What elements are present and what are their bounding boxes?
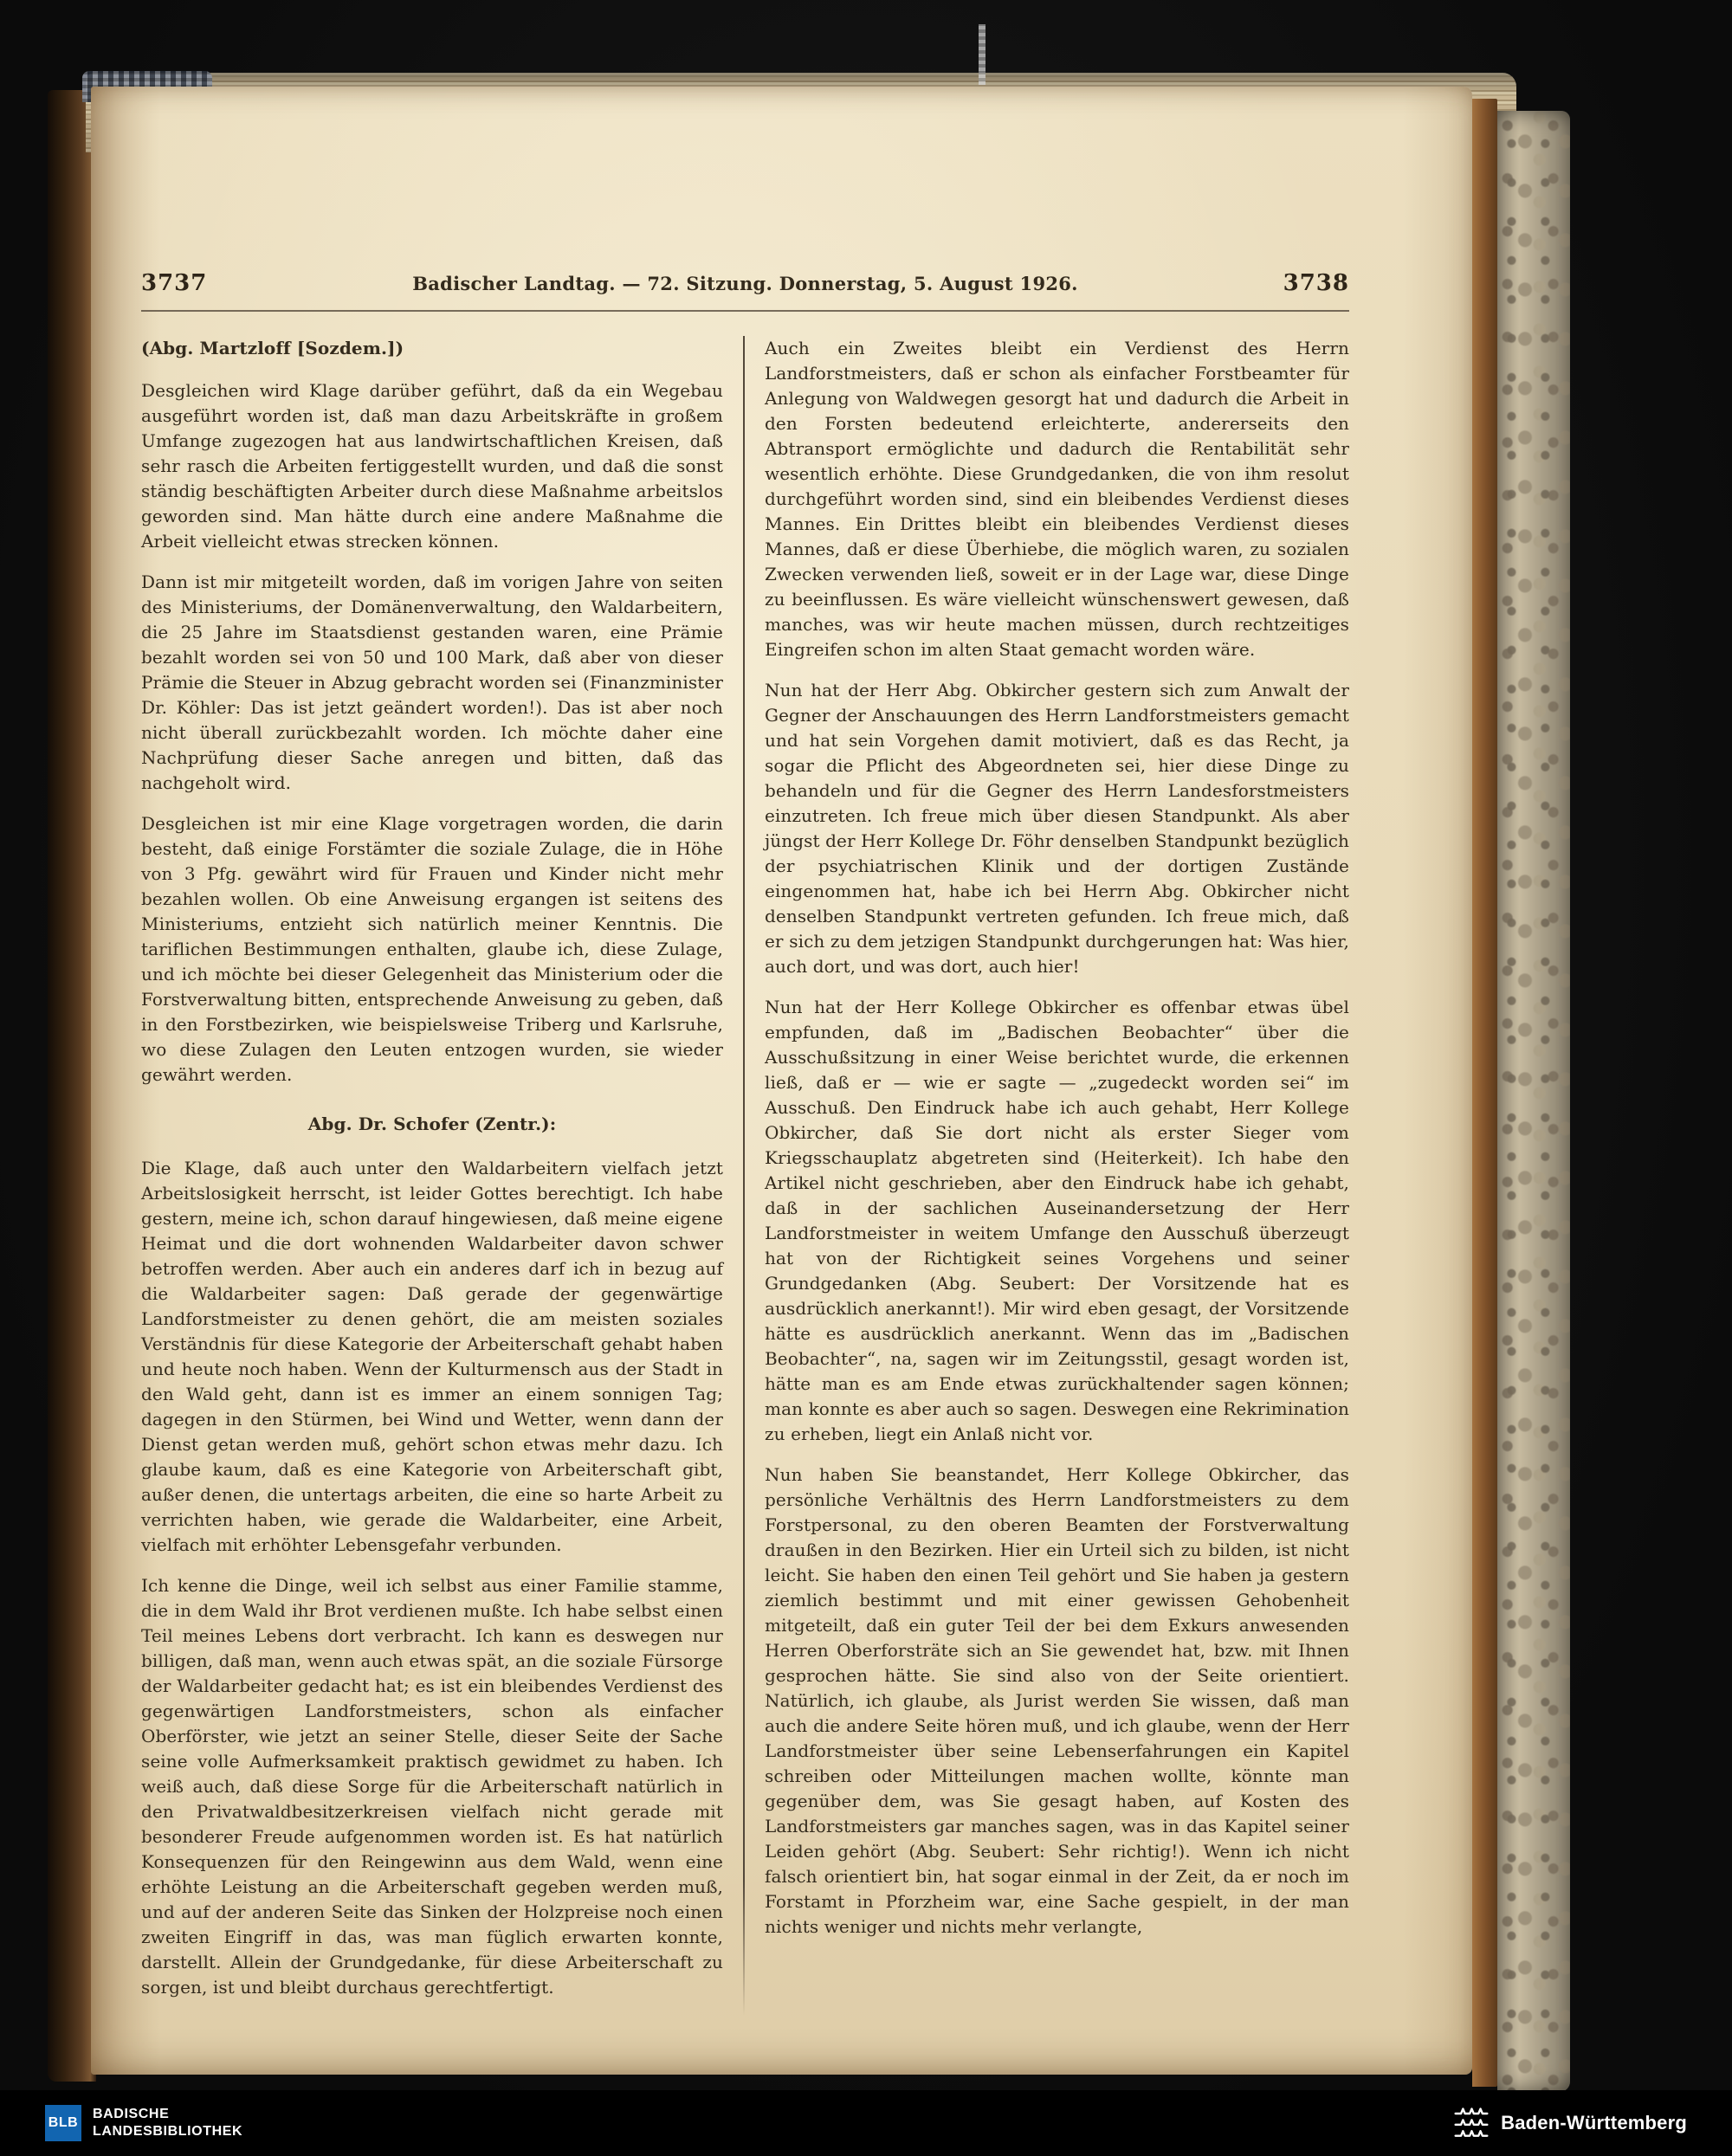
page-content <box>141 87 1349 2016</box>
blb-logo: BLB <box>45 2105 81 2141</box>
text-columns <box>141 336 1349 2016</box>
library-name-line2: LANDESBIBLIOTHEK <box>93 2124 243 2139</box>
state-branding <box>1452 2104 1687 2142</box>
column-divider <box>743 336 745 2016</box>
paragraph: Nun hat der Herr Kollege Obkircher es offenbar etwas übel empfunden, daß im „Badischen Beobachter“ über die Ausschußsitzung in einer Weise berichtet wurde, die erkennen ließ, daß er — wie er sagte — „zugedeckt worden sei“ im Ausschuß. Den Eindruck habe ich auch gehabt, Herr Kollege Obkircher, daß Sie dort nicht als erster Sieger vom Kriegsschauplatz abgetreten sind (Heiterkeit). Ich habe den Artikel nicht geschrieben, aber den Eindruck habe ich gehabt, daß in der sachlichen Auseinandersetzung der Herr Landforstmeister in weitem Umfange den Ausschuß überzeugt hat von der Richtigkeit seines Vorgehens und seiner Grundgedanken (Abg. Seubert: Der Vorsitzende hat es ausdrücklich anerkannt!). Mir wird eben gesagt, der Vorsitzende hätte es ausdrücklich anerkannt. Wenn das im „Badischen Beobachter“, na, sagen wir im Zeitungsstil, gesagt worden ist, hätte man es am Ende etwas zurückhaltender sagen können; man konnte es aber auch so sagen. Deswegen eine Rekrimination zu erheben, liegt ein Anlaß nicht vor. <box>765 997 1349 1444</box>
marbled-endpaper <box>1497 111 1570 2092</box>
baden-wuerttemberg-antlers-icon <box>1452 2104 1490 2142</box>
paragraph: Ich kenne die Dinge, weil ich selbst aus einer Familie stamme, die in dem Wald ihr Brot verdienen mußte. Ich habe selbst einen Teil meines Lebens dort verbracht. Ich kann es deswegen nur billigen, daß man, wenn auch etwas spät, an die soziale Fürsorge der Waldarbeiter gedacht hat; es ist ein bleibendes Verdienst des gegenwärtigen Landforstmeisters, schon als einfacher Oberförster, wie jetzt an seiner Stelle, dieser Seite der Sache seine volle Aufmerksamkeit praktisch gewidmet zu haben. Ich weiß auch, daß diese Sorge für die Arbeiterschaft natürlich in den Privatwaldbesitzerkreisen vielfach nicht gerade mit besonderer Freude aufgenommen worden ist. Es hat natürlich Konsequenzen für den Reingewinn aus dem Wald, wenn eine erhöhte Leistung an die Arbeiterschaft gegeben werden muß, und auf der anderen Seite das Sinken der Holzpreise noch einen zweiten Eingriff in das, was man füglich erwarten konnte, darstellt. Allein der Grundgedanke, für diese Arbeiterschaft zu sorgen, ist und bleibt durchaus gerechtfertigt. <box>141 1575 723 1998</box>
paragraph: Nun haben Sie beanstandet, Herr Kollege Obkircher, das persönliche Verhältnis des Herrn Landforstmeisters zu dem Forstpersonal, zu den oberen Beamten der Forstverwaltung draußen in den Bezirken. Hier ein Urteil sich zu bilden, ist nicht leicht. Sie haben den einen Teil gehört und Sie haben ja gestern ziemlich bestimmt und mit einer gewissen Gehobenheit mitgeteilt, daß ein guter Teil der bei dem Exkurs anwesenden Herren Oberforsträte sich an Sie gewendet hat, bzw. mit Ihnen gesprochen hätte. Sie sind also von der Seite orientiert. Natürlich, ich glaube, als Jurist werden Sie wissen, daß man auch die andere Seite hören muß, und ich glaube, wenn der Herr Landforstmeister über seine Lebenserfahrungen ein Kapitel schreiben oder Mitteilungen machen wollte, könnte man gegenüber dem, was Sie gesagt haben, auf Kosten des Landforstmeisters gar manches sagen, was in das Kapitel seiner Leiden gehört (Abg. Seubert: Sehr richtig!). Wenn ich nicht falsch orientiert bin, hat sogar einmal in der Zeit, da er noch im Forstamt in Pforzheim war, eine Sache gespielt, in der man nichts weniger und nichts mehr verlangte, <box>765 1464 1349 1937</box>
header-rule <box>141 310 1349 312</box>
library-name <box>93 2106 242 2140</box>
book-scan <box>48 68 1572 2092</box>
viewer-footer <box>0 2090 1732 2156</box>
scanned-page <box>91 87 1472 2075</box>
page-number-right: 3738 <box>1283 270 1349 296</box>
speaker-attribution: (Abg. Martzloff [Sozdem.]) <box>141 338 404 358</box>
state-name: Baden-Württemberg <box>1501 2112 1687 2133</box>
paragraph: Desgleichen wird Klage darüber geführt, daß da ein Wegebau ausgeführt worden ist, daß man dazu Arbeitskräfte in großem Umfange zugezogen hat aus landwirtschaftlichen Kreisen, daß sehr rasch die Arbeiten fertiggestellt wurden, und daß die sonst ständig beschäftigten Arbeiter durch diese Maßnahme arbeitslos geworden sind. Man hätte durch eine andere Maßnahme die Arbeit vielleicht etwas strecken können. <box>141 380 723 552</box>
paragraph: Desgleichen ist mir eine Klage vorgetragen worden, die darin besteht, daß einige Forstämter die soziale Zulage, die in Höhe von 3 Pfg. gewährt wird für Frauen und Kinder nicht mehr bezahlen wollen. Ob eine Anweisung ergangen ist seitens des Ministeriums, entzieht sich natürlich meiner Kenntnis. Die tariflichen Bestimmungen enthalten, glaube ich, diese Zulage, und ich möchte bei dieser Gelegenheit das Ministerium oder die Forstverwaltung bitten, entsprechende Anweisung zu geben, daß in den Forstbezirken, wie beispielsweise Triberg und Karlsruhe, wo diese Zulagen den Leuten entzogen wurden, sie wieder gewährt werden. <box>141 813 723 1085</box>
speaker-heading: Abg. Dr. Schofer (Zentr.): <box>307 1114 557 1134</box>
paragraph: Dann ist mir mitgeteilt worden, daß im vorigen Jahre von seiten des Ministeriums, der Domänenverwaltung, den Waldarbeitern, die 25 Jahre im Staatsdienst gestanden waren, eine Prämie bezahlt worden sei von 50 und 100 Mark, daß aber von dieser Prämie die Steuer in Abzug gebracht worden sei (Finanzminister Dr. Köhler: Das ist jetzt geändert worden!). Das ist aber noch nicht überall zurückbezahlt worden. Ich möchte daher eine Nachprüfung dieser Sache anregen und bitten, daß das nachgeholt wird. <box>141 571 723 793</box>
page-header <box>141 270 1349 296</box>
book-spine-edge <box>48 90 96 2082</box>
bookmark-ribbon <box>979 24 986 85</box>
running-header: Badischer Landtag. — 72. Sitzung. Donnerstag, 5. August 1926. <box>412 273 1078 294</box>
left-column <box>141 336 723 2016</box>
page-number-left: 3737 <box>141 270 208 296</box>
library-branding <box>45 2105 242 2141</box>
paragraph: Auch ein Zweites bleibt ein Verdienst des Herrn Landforstmeisters, daß er schon als einfacher Forstbeamter für Anlegung von Waldwegen gesorgt hat und dadurch die Arbeit in den Forsten bedeutend erleichterte, andererseits den Abtransport ermöglichte und dadurch die Rentabilität sehr wesentlich erhöhte. Diese Grundgedanken, die von ihm resolut durchgeführt worden sind, sind ein bleibendes Verdienst dieses Mannes. Ein Drittes bleibt ein bleibendes Verdienst dieses Mannes, daß er diese Überhiebe, die möglich waren, zu sozialen Zwecken verwenden ließ, soweit er in der Lage war, diese Dinge zu beeinflussen. Es wäre vielleicht wünschenswert gewesen, daß manches, was wir heute machen müssen, durch rechtzeitiges Eingreifen schon im alten Staat gemacht worden wäre. <box>765 338 1349 660</box>
page-edges-right <box>1472 99 1497 2087</box>
library-name-line1: BADISCHE <box>93 2107 170 2121</box>
paragraph: Die Klage, daß auch unter den Waldarbeitern vielfach jetzt Arbeitslosigkeit herrscht, ist leider Gottes berechtigt. Ich habe gestern, meine ich, schon darauf hingewiesen, daß meine eigene Heimat und die dort wohnenden Waldarbeiter davon schwer betroffen werden. Aber auch ein anderes darf ich in bezug auf die Waldarbeiter sagen: Daß gerade der gegenwärtige Landforstmeister zu denen gehört, die am meisten soziales Verständnis für diese Kategorie der Arbeiterschaft gehabt haben und heute noch haben. Wenn der Kulturmensch aus der Stadt in den Wald geht, dann ist es immer an einem sonnigen Tag; dagegen in den Stürmen, bei Wind und Wetter, wenn dann der Dienst getan werden muß, gehört schon etwas mehr dazu. Ich glaube kaum, daß es eine Kategorie von Arbeiterschaft gibt, außer denen, die untertags arbeiten, die eine so harte Arbeit zu verrichten haben, wie gerade die Waldarbeiter, eine Arbeit, vielfach mit erhöhter Lebensgefahr verbunden. <box>141 1158 723 1555</box>
right-column <box>765 336 1349 2016</box>
paragraph: Nun hat der Herr Abg. Obkircher gestern sich zum Anwalt der Gegner der Anschauungen des Herrn Landforstmeisters gemacht und hat sein Vorgehen damit motiviert, daß es das Recht, ja sogar die Pflicht des Abgeordneten sei, hier diese Dinge zu behandeln und für die Gegner des Herrn Landesforstmeisters einzutreten. Ich freue mich über diesen Standpunkt. Als aber jüngst der Herr Kollege Dr. Föhr denselben Standpunkt bezüglich der psychiatrischen Klinik und der dortigen Zustände eingenommen hat, habe ich bei Herrn Abg. Obkircher nicht denselben Standpunkt vertreten gefunden. Ich freue mich, daß er sich zu dem jetzigen Standpunkt durchgerungen hat: Was hier, auch dort, und was dort, auch hier! <box>765 680 1349 977</box>
